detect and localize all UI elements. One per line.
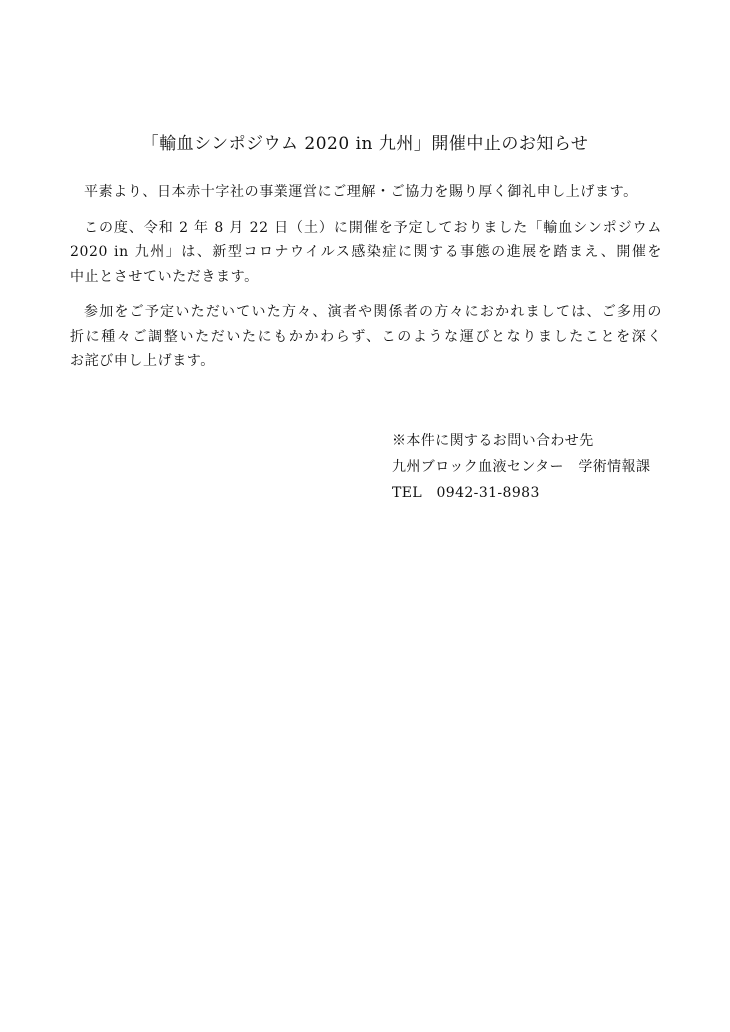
paragraph-greeting <box>70 180 662 205</box>
paragraph-line: 参加をご予定いただいていた方々、演者や関係者の方々におかれましては、ご多用の <box>84 304 662 320</box>
paragraph-line: 中止とさせていただきます。 <box>70 268 259 285</box>
paragraph-line: 2020 in 九州」は、新型コロナウイルス感染症に関する事態の進展を踏まえ、開催を <box>70 244 662 260</box>
contact-phone: TEL 0942-31-8983 <box>392 485 540 501</box>
paragraph-apology <box>70 300 662 374</box>
document-title: 「輸血シンポジウム 2020 in 九州」開催中止のお知らせ <box>141 134 589 154</box>
paragraph-line: 折に種々ご調整いただいたにもかかわらず、このような運びとなりましたことを深く <box>70 328 662 345</box>
contact-heading: ※本件に関するお問い合わせ先 <box>392 433 594 449</box>
paragraph-line: お詫び申し上げます。 <box>70 353 215 369</box>
paragraph-line: この度、令和 2 年 8 月 22 日（土）に開催を予定しておりました「輸血シンポジウム <box>84 219 662 236</box>
paragraph-line: 平素より、日本赤十字社の事業運営にご理解・ご協力を賜り厚く御礼申し上げます。 <box>84 184 638 200</box>
paragraph-cancellation-notice <box>70 216 662 290</box>
contact-organization: 九州ブロック血液センター 学術情報課 <box>392 459 651 475</box>
contact-block <box>392 428 650 506</box>
document-body <box>70 180 662 385</box>
